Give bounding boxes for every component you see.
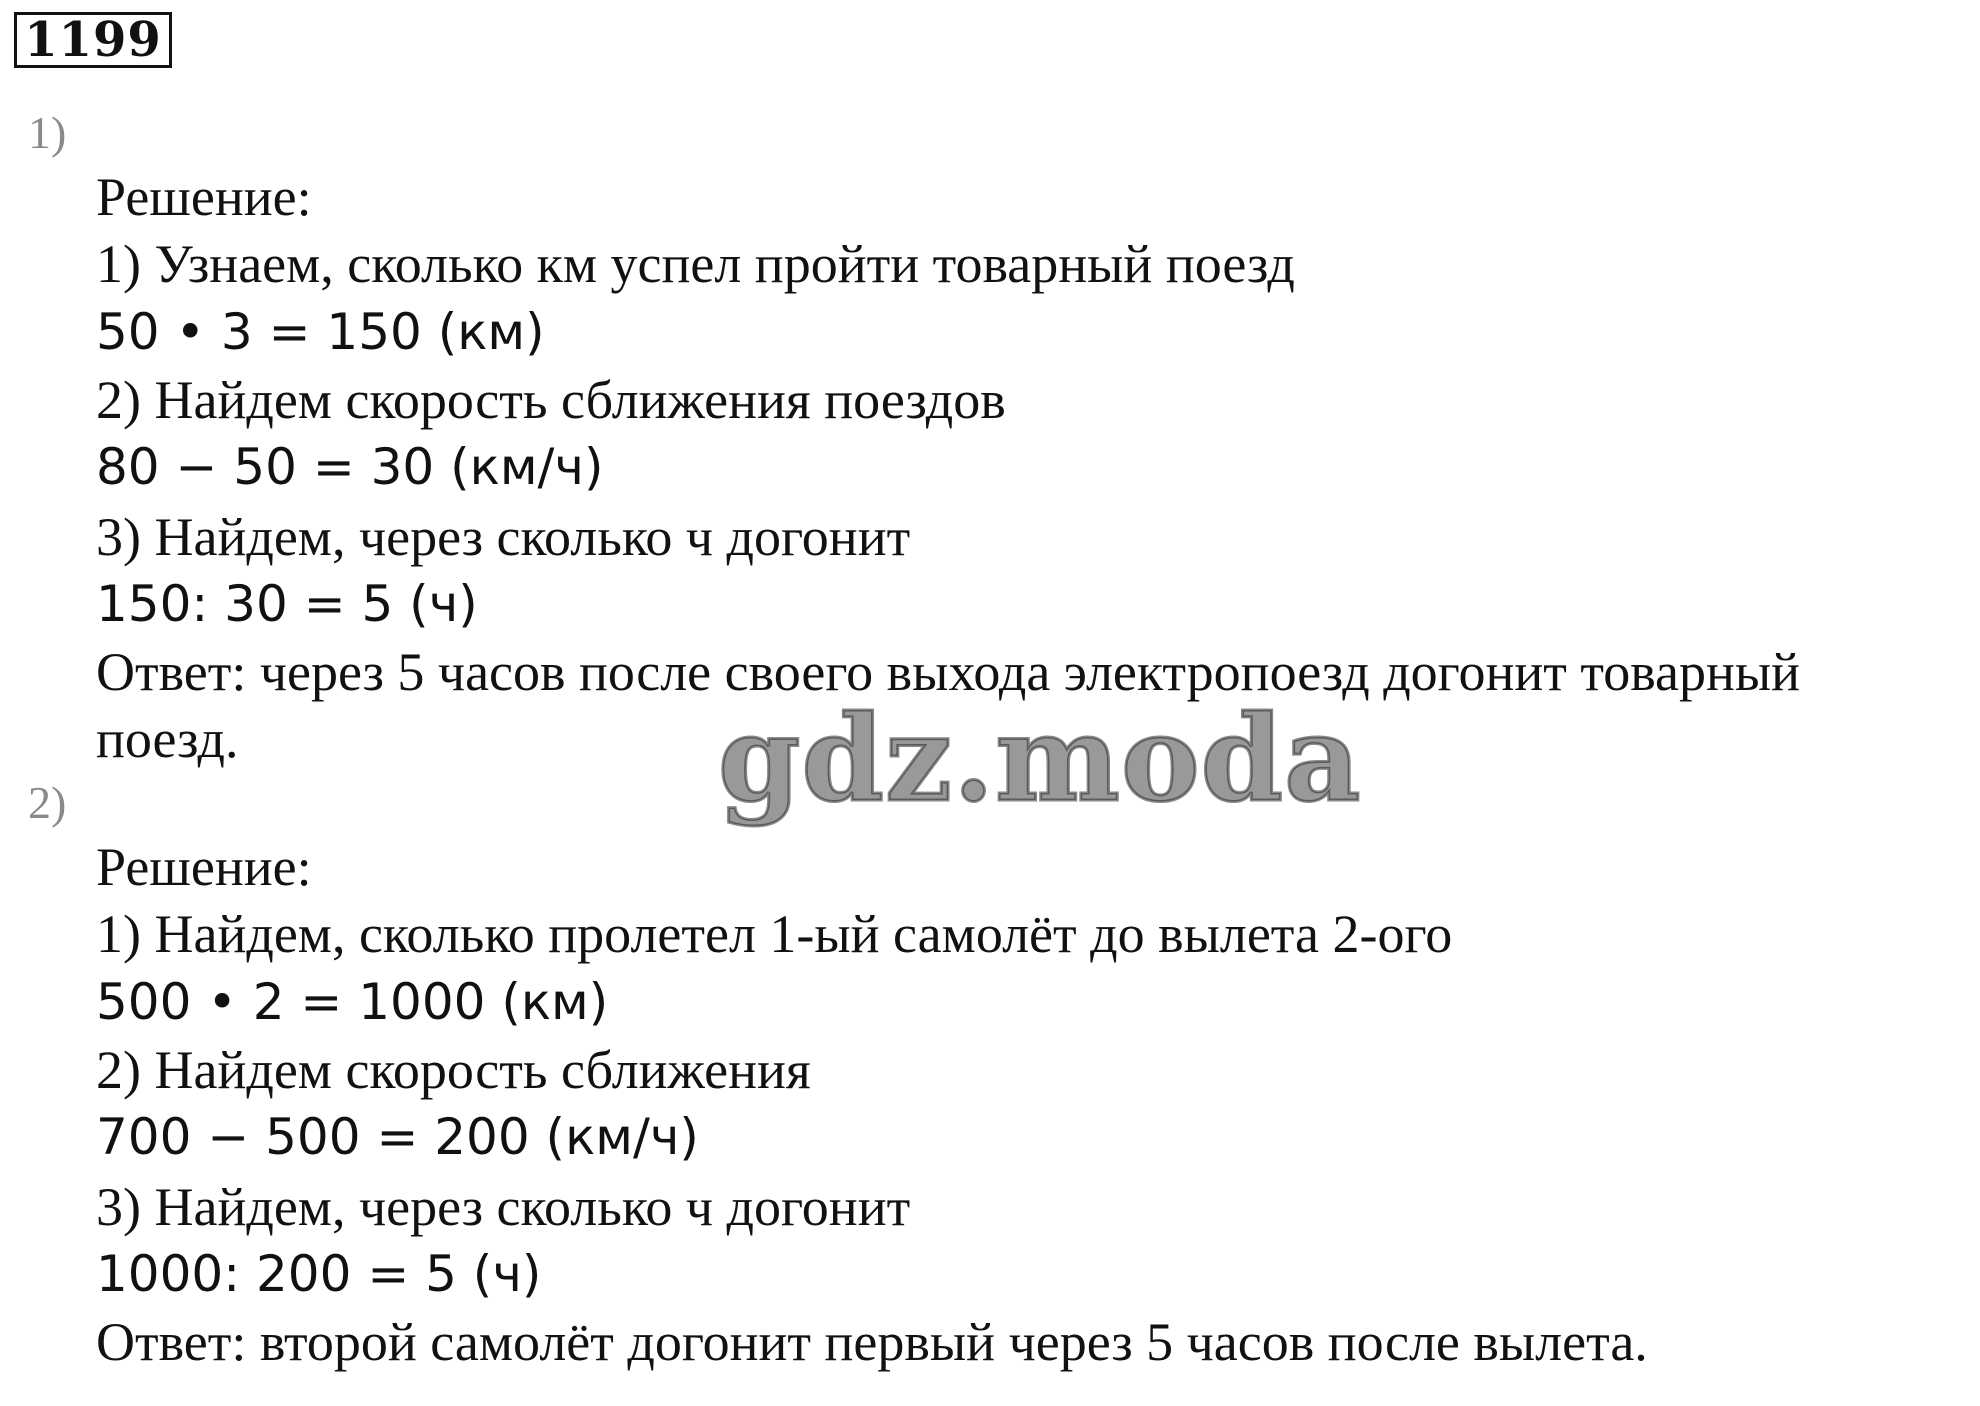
part-1-label: 1) (28, 107, 67, 158)
part-1-step-3: 3) Найдем, через сколько ч догонит (96, 507, 911, 567)
part-2-calc-3: 1000: 200 = 5 (ч) (96, 1245, 542, 1303)
part-1-step-1: 1) Узнаем, сколько км успел пройти товарный поезд (96, 234, 1295, 294)
part-1-heading: Решение: (96, 167, 312, 227)
problem-number-box (14, 12, 172, 68)
part-2-step-3: 3) Найдем, через сколько ч догонит (96, 1177, 911, 1237)
watermark: gdz.moda (718, 689, 1362, 828)
part-2-heading: Решение: (96, 837, 312, 897)
part-1-answer-line-1: Ответ: через 5 часов после своего выхода электропоезд догонит товарный (96, 642, 1801, 702)
part-2-label: 2) (28, 777, 67, 828)
part-2-step-2: 2) Найдем скорость сближения (96, 1040, 811, 1100)
part-1-calc-3: 150: 30 = 5 (ч) (96, 575, 478, 633)
part-1-answer-line-2: поезд. (96, 709, 239, 769)
part-2-calc-1: 500 • 2 = 1000 (км) (96, 973, 609, 1031)
part-2-calc-2: 700 − 500 = 200 (км/ч) (96, 1108, 699, 1166)
part-2-answer: Ответ: второй самолёт догонит первый через 5 часов после вылета. (96, 1312, 1648, 1372)
part-1-step-2: 2) Найдем скорость сближения поездов (96, 370, 1006, 430)
part-1-calc-2: 80 − 50 = 30 (км/ч) (96, 438, 604, 496)
problem-number: 1199 (24, 12, 162, 68)
part-1-calc-1: 50 • 3 = 150 (км) (96, 303, 545, 361)
part-2-step-1: 1) Найдем, сколько пролетел 1-ый самолёт до вылета 2-ого (96, 904, 1453, 964)
